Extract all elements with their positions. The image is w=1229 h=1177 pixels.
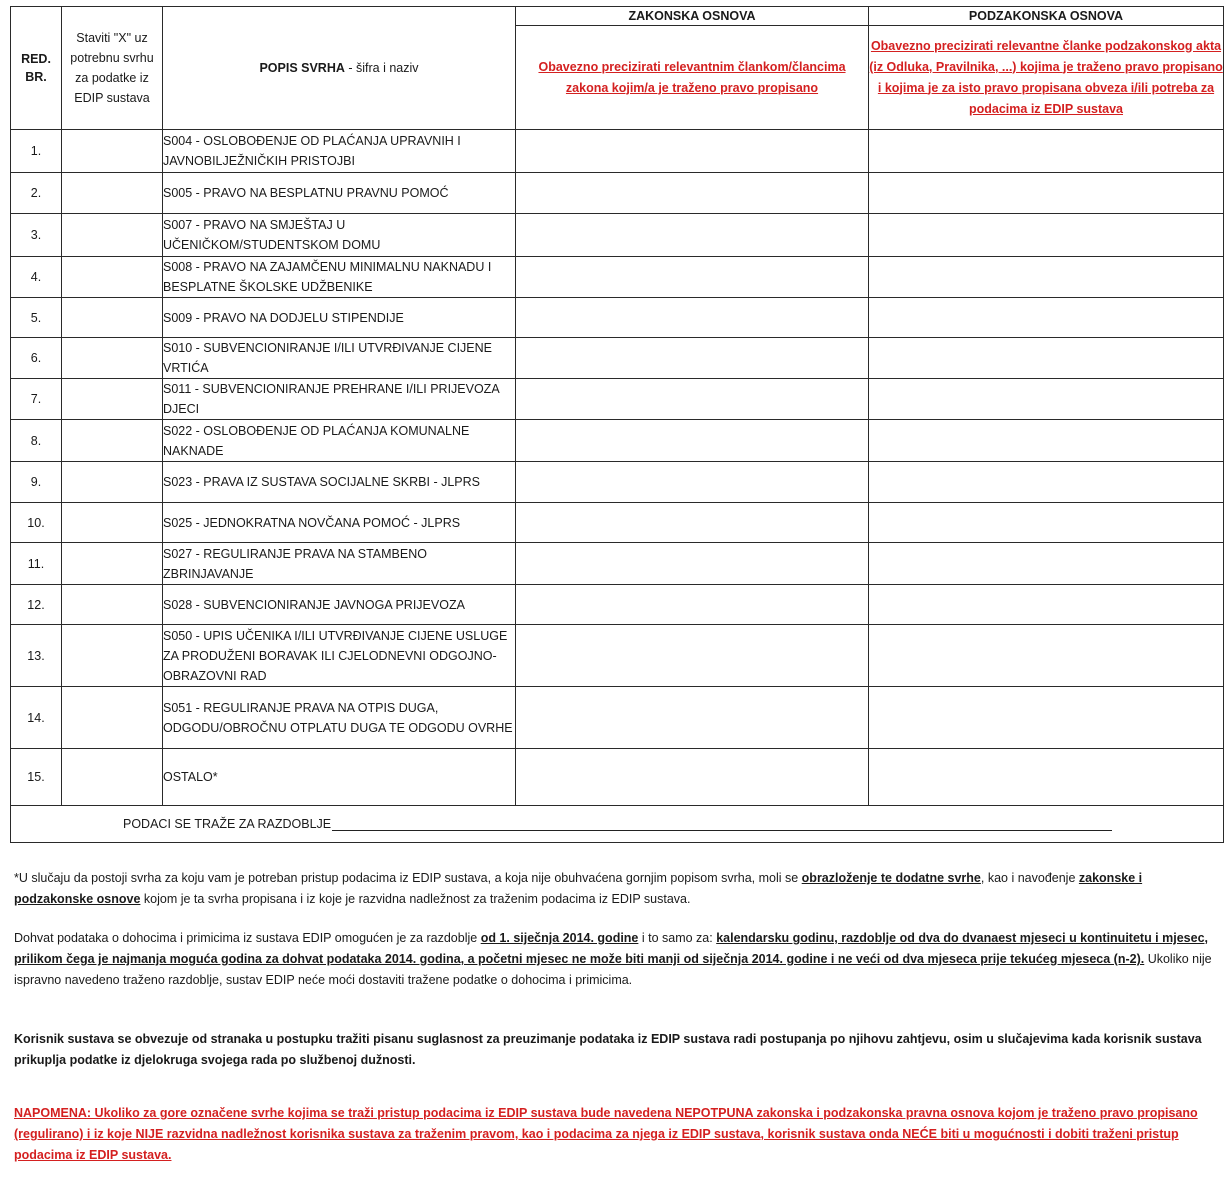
- row-number: 6.: [11, 338, 62, 379]
- row-number: 14.: [11, 687, 62, 749]
- podzakonska-note: Obavezno precizirati relevantne članke podzakonskog akta (iz Odluka, Pravilnika, ...) kojima je traženo pravo propisano i kojima je za isto pravo propisana obveza i/ili potreba za podacima iz EDIP sustava: [869, 26, 1224, 130]
- podzakonska-input-cell[interactable]: [869, 462, 1224, 503]
- table-row: [11, 462, 1224, 503]
- zakonska-input-cell[interactable]: [516, 687, 869, 749]
- row-number: 5.: [11, 298, 62, 338]
- select-x-cell[interactable]: [62, 687, 163, 749]
- zakonska-input-cell[interactable]: [516, 257, 869, 298]
- podzakonska-input-cell[interactable]: [869, 379, 1224, 420]
- purpose-description: S025 - JEDNOKRATNA NOVČANA POMOĆ - JLPRS: [163, 503, 516, 543]
- note-text: i to samo za:: [638, 931, 717, 945]
- napomena-paragraph: NAPOMENA: Ukoliko za gore označene svrhe kojima se traži pristup podacima iz EDIP sustava bude navedena NEPOTPUNA zakonska i podzakonska pravna osnova kojom je traženo pravo propisano (regulirano) i iz koje NIJE razvidna nadležnost korisnika sustava za traženim pravom, kao i podacima za njega iz EDIP sustava, korisnik sustava onda NEĆE biti u mogućnosti i dobiti traženi pristup podacima iz EDIP sustava.: [14, 1106, 1198, 1162]
- table-row: [11, 503, 1224, 543]
- podzakonska-input-cell[interactable]: [869, 338, 1224, 379]
- select-x-cell[interactable]: [62, 257, 163, 298]
- row-number: 13.: [11, 625, 62, 687]
- period-row: [11, 806, 1224, 843]
- header-zakonska-osnova: ZAKONSKA OSNOVA: [516, 7, 869, 26]
- row-number: 15.: [11, 749, 62, 806]
- purpose-description: S022 - OSLOBOĐENJE OD PLAĆANJA KOMUNALNE NAKNADE: [163, 420, 516, 462]
- header-podzakonska-osnova: PODZAKONSKA OSNOVA: [869, 7, 1224, 26]
- row-number: 12.: [11, 585, 62, 625]
- purpose-description: S023 - PRAVA IZ SUSTAVA SOCIJALNE SKRBI - JLPRS: [163, 462, 516, 503]
- row-number: 1.: [11, 130, 62, 173]
- note-text: kojom je ta svrha propisana i iz koje je razvidna nadležnost za traženim podacima iz EDIP sustava.: [140, 892, 691, 906]
- table-row: [11, 749, 1224, 806]
- zakonska-input-cell[interactable]: [516, 585, 869, 625]
- header-red-br: RED. BR.: [11, 7, 62, 130]
- row-number: 11.: [11, 543, 62, 585]
- note-emphasis: zakonske i podzakonske osnove: [14, 871, 1143, 906]
- row-number: 3.: [11, 214, 62, 257]
- podzakonska-input-cell[interactable]: [869, 130, 1224, 173]
- purposes-table: [10, 6, 1224, 843]
- row-number: 9.: [11, 462, 62, 503]
- purpose-description: S004 - OSLOBOĐENJE OD PLAĆANJA UPRAVNIH I JAVNOBILJEŽNIČKIH PRISTOJBI: [163, 130, 516, 173]
- select-x-cell[interactable]: [62, 214, 163, 257]
- table-row: [11, 338, 1224, 379]
- table-row: [11, 625, 1224, 687]
- zakonska-input-cell[interactable]: [516, 625, 869, 687]
- podzakonska-input-cell[interactable]: [869, 625, 1224, 687]
- podzakonska-input-cell[interactable]: [869, 420, 1224, 462]
- note-text: Ukoliko nije ispravno navedeno traženo razdoblje, sustav EDIP neće moći dostaviti tražene podatke o dohocima i primicima.: [14, 952, 1212, 987]
- note-paragraph-2: [14, 928, 1214, 991]
- table-row: [11, 585, 1224, 625]
- purpose-description: S050 - UPIS UČENIKA I/ILI UTVRĐIVANJE CIJENE USLUGE ZA PRODUŽENI BORAVAK ILI CJELODNEVNI ODGOJNO-OBRAZOVNI RAD: [163, 625, 516, 687]
- podzakonska-input-cell[interactable]: [869, 503, 1224, 543]
- zakonska-input-cell[interactable]: [516, 749, 869, 806]
- zakonska-input-cell[interactable]: [516, 420, 869, 462]
- header-popis-rest: - šifra i naziv: [344, 61, 419, 75]
- zakonska-input-cell[interactable]: [516, 462, 869, 503]
- note-emphasis: od 1. siječnja 2014. godine: [480, 931, 639, 945]
- row-number: 4.: [11, 257, 62, 298]
- header-staviti-x: Staviti "X" uz potrebnu svrhu za podatke iz EDIP sustava: [62, 7, 163, 130]
- note-text: , kao i navođenje: [980, 871, 1079, 885]
- select-x-cell[interactable]: [62, 625, 163, 687]
- podzakonska-input-cell[interactable]: [869, 298, 1224, 338]
- table-row: [11, 298, 1224, 338]
- purpose-description: S005 - PRAVO NA BESPLATNU PRAVNU POMOĆ: [163, 173, 516, 214]
- table-row: [11, 130, 1224, 173]
- zakonska-input-cell[interactable]: [516, 173, 869, 214]
- select-x-cell[interactable]: [62, 338, 163, 379]
- select-x-cell[interactable]: [62, 173, 163, 214]
- podzakonska-input-cell[interactable]: [869, 173, 1224, 214]
- note-paragraph-1: [14, 868, 1214, 910]
- period-label: PODACI SE TRAŽE ZA RAZDOBLJE: [123, 817, 332, 831]
- period-field: [11, 817, 1223, 831]
- purpose-description: S028 - SUBVENCIONIRANJE JAVNOGA PRIJEVOZA: [163, 585, 516, 625]
- zakonska-note: Obavezno precizirati relevantnim člankom/člancima zakona kojim/a je traženo pravo propisano: [516, 26, 869, 130]
- select-x-cell[interactable]: [62, 462, 163, 503]
- note-emphasis: obrazloženje te dodatne svrhe: [801, 871, 981, 885]
- row-number: 2.: [11, 173, 62, 214]
- table-row: [11, 420, 1224, 462]
- select-x-cell[interactable]: [62, 130, 163, 173]
- row-number: 8.: [11, 420, 62, 462]
- zakonska-input-cell[interactable]: [516, 338, 869, 379]
- form-table-wrapper: [10, 6, 1223, 843]
- podzakonska-input-cell[interactable]: [869, 687, 1224, 749]
- podzakonska-input-cell[interactable]: [869, 543, 1224, 585]
- note-paragraph-3: Korisnik sustava se obvezuje od stranaka u postupku tražiti pisanu suglasnost za preuzimanje podataka iz EDIP sustava radi postupanja po njihovu zahtjevu, osim u slučajevima kada korisnik sustava prikuplja podatke iz djelokruga svojega rada po službenoj dužnosti.: [14, 1032, 1202, 1067]
- select-x-cell[interactable]: [62, 585, 163, 625]
- select-x-cell[interactable]: [62, 749, 163, 806]
- table-row: [11, 257, 1224, 298]
- row-number: 10.: [11, 503, 62, 543]
- purpose-description: S009 - PRAVO NA DODJELU STIPENDIJE: [163, 298, 516, 338]
- select-x-cell[interactable]: [62, 379, 163, 420]
- purpose-description: OSTALO*: [163, 749, 516, 806]
- purpose-description: S007 - PRAVO NA SMJEŠTAJ U UČENIČKOM/STUDENTSKOM DOMU: [163, 214, 516, 257]
- select-x-cell[interactable]: [62, 298, 163, 338]
- header-popis-svrha: [163, 7, 516, 130]
- table-row: [11, 543, 1224, 585]
- note-emphasis: kalendarsku godinu, razdoblje od dva do dvanaest mjeseci u kontinuitetu i mjesec, prilikom čega je najmanja moguća godina za dohvat podataka 2014. godina, a početni mjesec ne može biti manji od siječnja 2014. godine i ne veći od dva mjeseca prije tekućeg mjeseca (n-2).: [14, 931, 1208, 966]
- table-row: [11, 173, 1224, 214]
- period-input-line[interactable]: [332, 818, 1112, 831]
- zakonska-input-cell[interactable]: [516, 214, 869, 257]
- podzakonska-input-cell[interactable]: [869, 749, 1224, 806]
- zakonska-input-cell[interactable]: [516, 503, 869, 543]
- zakonska-input-cell[interactable]: [516, 543, 869, 585]
- select-x-cell[interactable]: [62, 543, 163, 585]
- purpose-description: S011 - SUBVENCIONIRANJE PREHRANE I/ILI PRIJEVOZA DJECI: [163, 379, 516, 420]
- table-row: [11, 379, 1224, 420]
- note-text: *U slučaju da postoji svrha za koju vam je potreban pristup podacima iz EDIP sustava, a koja nije obuhvaćena gornjim popisom svrha, moli se: [14, 871, 802, 885]
- purpose-description: S027 - REGULIRANJE PRAVA NA STAMBENO ZBRINJAVANJE: [163, 543, 516, 585]
- podzakonska-input-cell[interactable]: [869, 214, 1224, 257]
- purpose-description: S051 - REGULIRANJE PRAVA NA OTPIS DUGA, ODGODU/OBROČNU OTPLATU DUGA TE ODGODU OVRHE: [163, 687, 516, 749]
- row-number: 7.: [11, 379, 62, 420]
- podzakonska-input-cell[interactable]: [869, 585, 1224, 625]
- header-popis-bold: POPIS SVRHA: [259, 61, 345, 75]
- note-text: Dohvat podataka o dohocima i primicima iz sustava EDIP omogućen je za razdoblje: [14, 931, 481, 945]
- zakonska-input-cell[interactable]: [516, 298, 869, 338]
- podzakonska-input-cell[interactable]: [869, 257, 1224, 298]
- zakonska-input-cell[interactable]: [516, 379, 869, 420]
- table-row: [11, 214, 1224, 257]
- select-x-cell[interactable]: [62, 420, 163, 462]
- purpose-description: S010 - SUBVENCIONIRANJE I/ILI UTVRĐIVANJE CIJENE VRTIĆA: [163, 338, 516, 379]
- table-row: [11, 687, 1224, 749]
- select-x-cell[interactable]: [62, 503, 163, 543]
- purpose-description: S008 - PRAVO NA ZAJAMČENU MINIMALNU NAKNADU I BESPLATNE ŠKOLSKE UDŽBENIKE: [163, 257, 516, 298]
- zakonska-input-cell[interactable]: [516, 130, 869, 173]
